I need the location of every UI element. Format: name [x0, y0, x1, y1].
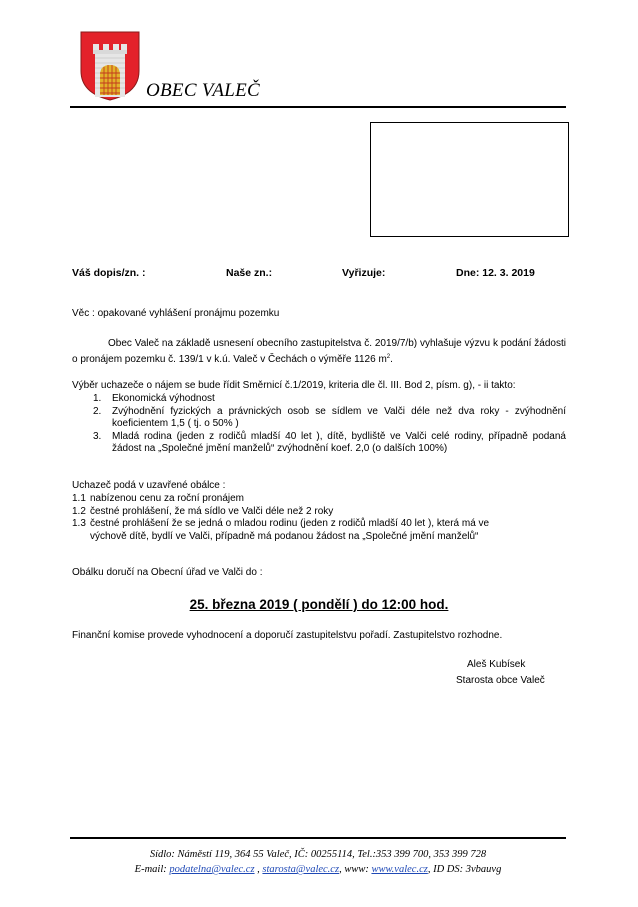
- email-label: E-mail:: [134, 864, 170, 875]
- email-starosta-link[interactable]: starosta@valec.cz: [262, 864, 340, 875]
- envelope-lead: Uchazeč podá v uzavřené obálce :: [72, 480, 226, 491]
- date-label: Dne: 12. 3. 2019: [456, 267, 535, 279]
- coat-of-arms-logo: [80, 31, 140, 101]
- intro-text: Obec Valeč na základě usnesení obecního zastupitelstva č. 2019/7/b) vyhlašuje výzvu k podání žádosti o pronájem pozemku č. 139/1 v k.ú. Valeč v Čechách o výměře 1126 m: [72, 338, 566, 365]
- criteria-text: Mladá rodina (jeden z rodičů mladší 40 let ), dítě, bydliště ve Valči celé rodiny, případně podaná žádost na „Společné jmění manželů“ zvýhodnění koef. 2,0 (o dalších 100%): [112, 430, 566, 454]
- envelope-text: nabízenou cenu za roční pronájem: [90, 493, 244, 504]
- www-label: , www:: [339, 864, 372, 875]
- criteria-number: 3.: [93, 430, 102, 442]
- address-box: [370, 122, 569, 237]
- footer-contacts: [70, 862, 566, 877]
- intro-paragraph: [72, 338, 566, 366]
- criteria-text: Zvýhodnění fyzických a právnických osob se sídlem ve Valči déle než dva roky - zvýhodnění koeficientem 1,5 ( tj. o 50% ): [112, 405, 566, 429]
- footer: [70, 847, 566, 877]
- envelope-number: 1.3: [72, 518, 86, 529]
- criteria-text: Ekonomická výhodnost: [112, 393, 215, 404]
- envelope-item: [72, 493, 566, 506]
- criteria-item: [72, 393, 566, 406]
- website-link[interactable]: www.valec.cz: [371, 864, 428, 875]
- signer-name: Aleš Kubísek: [467, 659, 526, 670]
- criteria-number: 1.: [93, 393, 102, 404]
- criteria-item: [72, 406, 566, 431]
- envelope-number: 1.1: [72, 493, 86, 504]
- signer-role: Starosta obce Valeč: [456, 675, 545, 686]
- header-divider: [70, 106, 566, 108]
- handled-by-label: Vyřizuje:: [342, 267, 386, 279]
- commission-line: Finanční komise provede vyhodnocení a doporučí zastupitelstvu pořadí. Zastupitelstvo rozhodne.: [72, 630, 503, 641]
- envelope-list: [72, 493, 566, 543]
- selection-lead: Výběr uchazeče o nájem se bude řídit Směrnicí č.1/2019, kriteria dle čl. III. Bod 2, písm. g), - ii takto:: [72, 380, 516, 391]
- email-podatelna-link[interactable]: podatelna@valec.cz: [169, 864, 255, 875]
- criteria-number: 2.: [93, 405, 102, 417]
- footer-divider: [70, 837, 566, 839]
- data-box-id: , ID DS: 3vbauvg: [427, 864, 502, 875]
- delivery-line: Obálku doručí na Obecní úřad ve Valči do :: [72, 567, 263, 578]
- envelope-item: [72, 506, 566, 519]
- criteria-item: [72, 431, 566, 456]
- subject-line: Věc : opakované vyhlášení pronájmu pozemku: [72, 308, 280, 319]
- separator: ,: [254, 864, 263, 875]
- intro-superscript: 2: [386, 353, 391, 360]
- deadline: 25. března 2019 ( pondělí ) do 12:00 hod.: [189, 597, 449, 612]
- envelope-item: [72, 518, 566, 543]
- envelope-text: čestné prohlášení že se jedná o mladou rodinu (jeden z rodičů mladší 40 let ), která má ve výchově dítě, bydlí ve Valči, případně má podanou žádost na „Společné jmění manželů“: [90, 518, 490, 542]
- municipality-title: OBEC VALEČ: [146, 80, 261, 101]
- envelope-number: 1.2: [72, 505, 86, 517]
- footer-address: Sídlo: Náměstí 119, 364 55 Valeč, IČ: 00255114, Tel.:353 399 700, 353 399 728: [149, 849, 487, 860]
- intro-end: .: [390, 353, 393, 365]
- criteria-list: [72, 393, 566, 456]
- your-letter-label: Váš dopis/zn. :: [72, 267, 146, 279]
- envelope-text: čestné prohlášení, že má sídlo ve Valči déle než 2 roky: [90, 505, 334, 517]
- our-ref-label: Naše zn.:: [226, 267, 273, 279]
